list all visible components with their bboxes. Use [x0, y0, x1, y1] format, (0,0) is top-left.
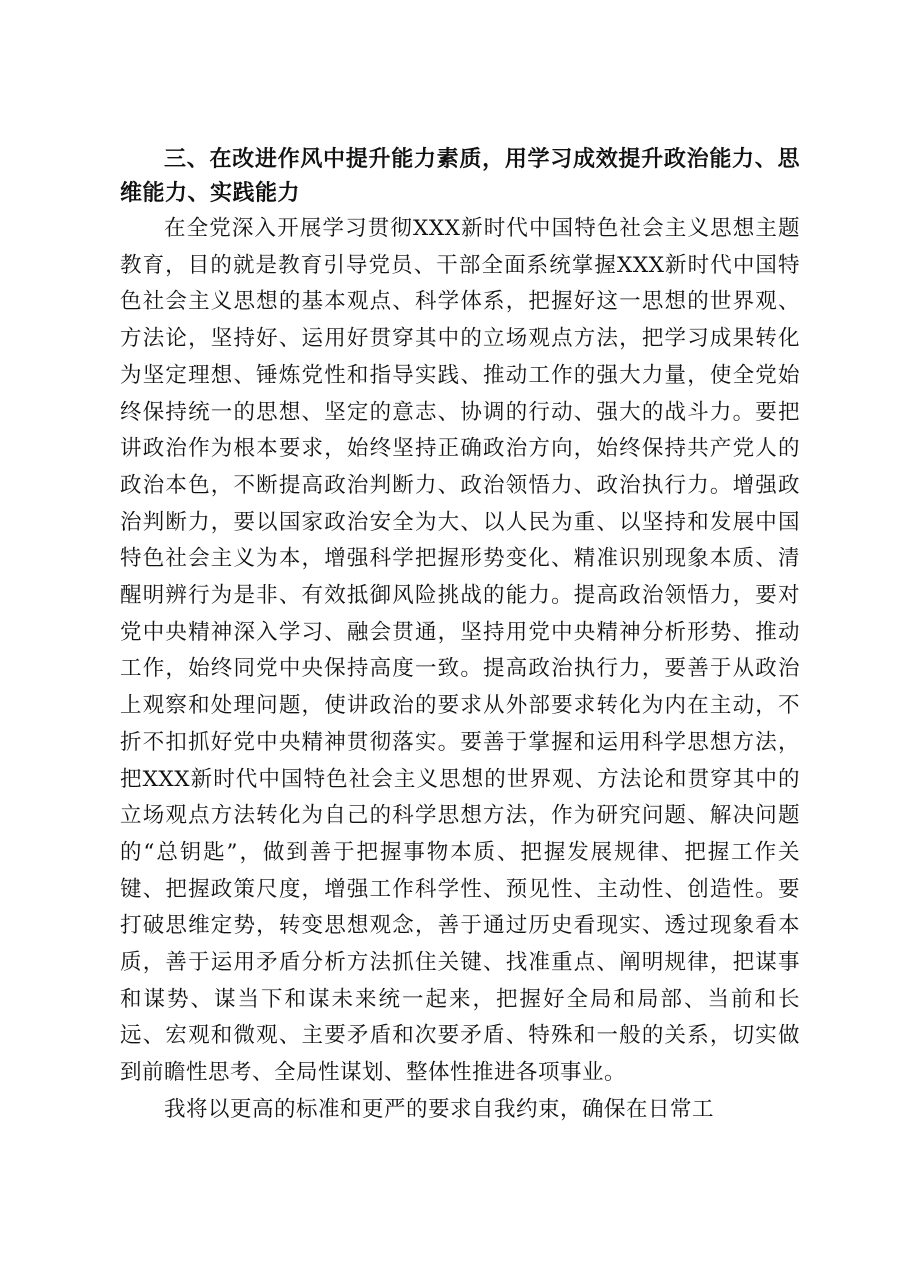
body-paragraph: 在全党深入开展学习贯彻XXX新时代中国特色社会主义思想主题教育，目的就是教育引导党员、干部全面系统掌握XXX新时代中国特色社会主义思想的基本观点、科学体系，把握好这一思想的世界观、方法论，坚持好、运用好贯穿其中的立场观点方法，把学习成果转化为坚定理想、锤炼党性和指导实践、推动工作的强大力量，使全党始终保持统一的思想、坚定的意志、协调的行动、强大的战斗力。要把讲政治作为根本要求，始终坚持正确政治方向，始终保持共产党人的政治本色，不断提高政治判断力、政治领悟力、政治执行力。增强政治判断力，要以国家政治安全为大、以人民为重、以坚持和发展中国特色社会主义为本，增强科学把握形势变化、精准识别现象本质、清醒明辨行为是非、有效抵御风险挑战的能力。提高政治领悟力，要对党中央精神深入学习、融会贯通，坚持用党中央精神分析形势、推动工作，始终同党中央保持高度一致。提高政治执行力，要善于从政治上观察和处理问题，使讲政治的要求从外部要求转化为内在主动，不折不扣抓好党中央精神贯彻落实。要善于掌握和运用科学思想方法，把XXX新时代中国特色社会主义思想的世界观、方法论和贯穿其中的立场观点方法转化为自己的科学思想方法，作为研究问题、解决问题的“总钥匙”，做到善于把握事物本质、把握发展规律、把握工作关键、把握政策尺度，增强工作科学性、预见性、主动性、创造性。要打破思维定势，转变思想观念，善于通过历史看现实、透过现象看本质，善于运用矛盾分析方法抓住关键、找准重点、阐明规律，把谋事和谋势、谋当下和谋未来统一起来，把握好全局和局部、当前和长远、宏观和微观、主要矛盾和次要矛盾、特殊和一般的关系，切实做到前瞻性思考、全局性谋划、整体性推进各项事业。	[120, 216, 800, 1086]
section-heading: 三、在改进作风中提升能力素质，用学习成效提升政治能力、思维能力、实践能力	[120, 147, 800, 206]
body-paragraph: 我将以更高的标准和更严的要求自我约束，确保在日常工	[164, 1096, 715, 1122]
document-body	[120, 143, 800, 1129]
